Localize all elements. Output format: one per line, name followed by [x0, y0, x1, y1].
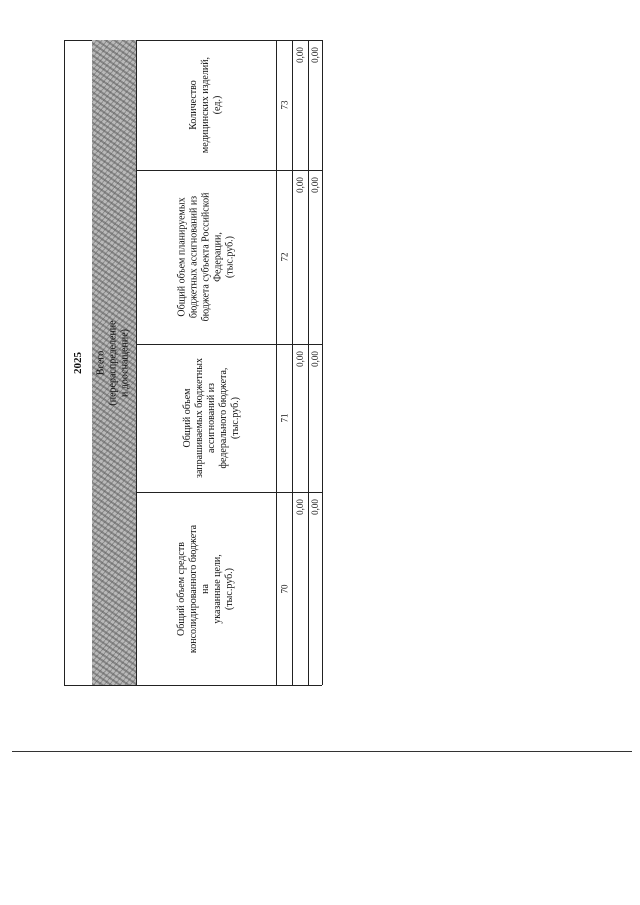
row2-value-71: 0,00	[310, 351, 320, 367]
row1-value-cell-71	[292, 344, 308, 374]
col-header-72: Общий объем планируемых бюджетных ассигнований из бюджета субъекта Российской Федерации, (тыс.руб.)	[175, 192, 235, 322]
row1-value-72: 0,00	[295, 177, 305, 193]
group-header: Всего (перераспределение и дооснащение)	[96, 319, 131, 406]
page-separator-line	[12, 751, 632, 752]
table-border-right	[322, 40, 323, 685]
year-header-cell	[64, 40, 92, 685]
row1-value-73: 0,00	[295, 47, 305, 63]
col-header-cell-71	[136, 344, 276, 492]
row2-value-cell-73	[308, 40, 322, 70]
col-code-70: 70	[279, 584, 289, 593]
row1-value-cell-72	[292, 170, 308, 200]
table-border-bottom	[64, 685, 322, 686]
row2-value-73: 0,00	[310, 47, 320, 63]
col-code-cell-70	[276, 492, 292, 685]
row2-value-70: 0,00	[310, 499, 320, 515]
col-header-71	[170, 358, 242, 478]
row1-value-cell-70	[292, 492, 308, 522]
col-code-cell-72	[276, 170, 292, 344]
col-code-cell-73	[276, 40, 292, 170]
year-header: 2025	[72, 351, 84, 374]
row2-value-cell-70	[308, 492, 322, 522]
col-header-cell-72	[136, 170, 276, 344]
group-header-cell	[92, 40, 136, 685]
col-code-71: 71	[279, 413, 289, 423]
col-code-cell-71	[276, 344, 292, 492]
col-header-73: Количество медицинских изделий, (ед.)	[188, 56, 223, 154]
col-code-72: 72	[279, 252, 289, 262]
row1-value-cell-73	[292, 40, 308, 70]
row1-value-70: 0,00	[295, 499, 305, 515]
row2-value-cell-71	[308, 344, 322, 374]
col-header-70: Общий объем средств консолидированного бюджета на указанные цели, (тыс.руб.)	[176, 524, 235, 653]
col-header-71-text: Общий объем запрашиваемых бюджетных ассигнований из федерального бюджета, (тыс.руб.)	[181, 358, 241, 478]
row2-value-cell-72	[308, 170, 322, 200]
row1-value-71: 0,00	[295, 351, 305, 367]
col-header-cell-73	[136, 40, 276, 170]
col-code-73: 73	[279, 100, 289, 110]
col-header-cell-70	[136, 492, 276, 685]
row2-value-72: 0,00	[310, 177, 320, 193]
